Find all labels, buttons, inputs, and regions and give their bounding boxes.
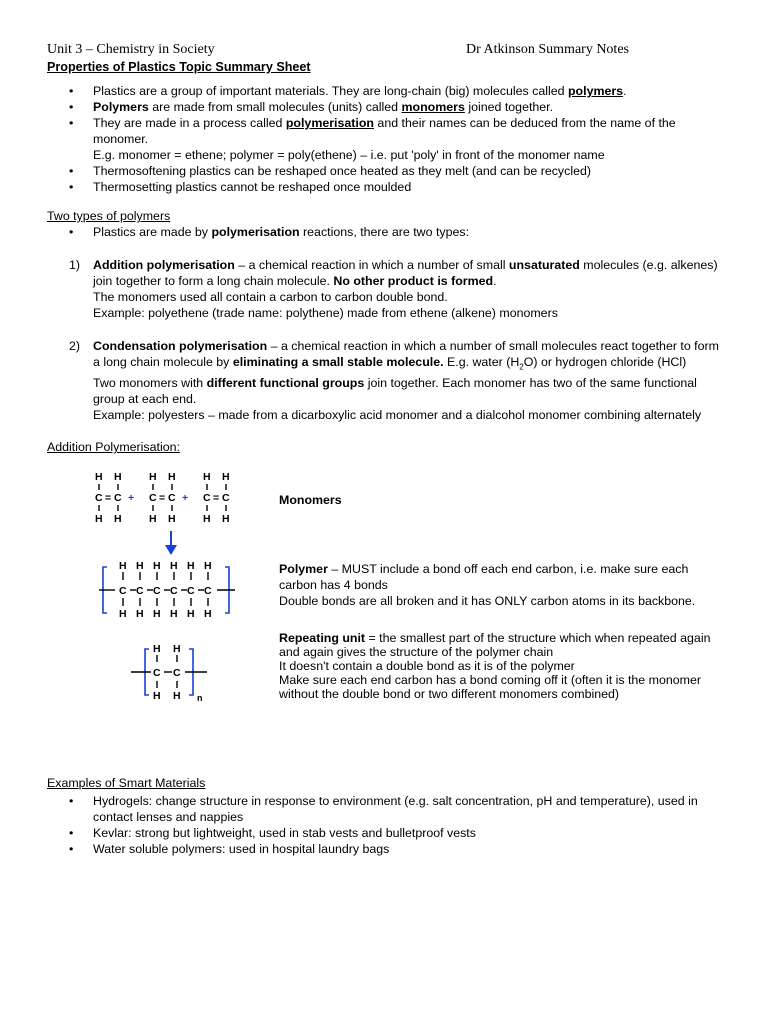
atom-label: H <box>114 513 122 526</box>
atom-label: H <box>222 471 230 484</box>
monomers-structure <box>93 469 243 529</box>
atom-label: C <box>173 667 181 680</box>
page-title: Properties of Plastics Topic Summary Sheet <box>47 60 311 74</box>
atom-label: H <box>187 560 195 573</box>
atom-label: H <box>204 560 212 573</box>
list-item: • Thermosoftening plastics can be reshaped once heated as they melt (and can be recycled) <box>47 163 727 179</box>
atom-label: H <box>173 690 181 703</box>
atom-label: H <box>168 471 176 484</box>
atom-label: C <box>168 492 176 505</box>
polymer-structure <box>99 557 249 621</box>
list-item: • Kevlar: strong but lightweight, used in stab vests and bulletproof vests <box>47 825 727 841</box>
monomer <box>149 471 176 525</box>
monomer <box>203 471 230 525</box>
atom-label: = <box>159 492 166 505</box>
atom-label: + <box>128 492 135 505</box>
types-list <box>47 224 727 240</box>
atom-label: C <box>114 492 122 505</box>
list-item: • Plastics are a group of important materials. They are long-chain (big) molecules called polymers. <box>47 83 727 99</box>
atom-label: = <box>105 492 112 505</box>
addition-heading: Addition Polymerisation: <box>47 440 180 455</box>
atom-label: H <box>168 513 176 526</box>
header-right: Dr Atkinson Summary Notes <box>466 42 629 57</box>
list-item: • Hydrogels: change structure in response to environment (e.g. salt concentration, pH and temperature), used in contact lenses and nappies <box>47 793 727 825</box>
atom-label: H <box>136 560 144 573</box>
atom-label: H <box>204 608 212 621</box>
atom-label: C <box>119 585 127 598</box>
atom-label: H <box>187 608 195 621</box>
atom-label: H <box>153 560 161 573</box>
list-item: • They are made in a process called polymerisation and their names can be deduced from the name of the monomer. E.g. monomer = ethene; polymer = poly(ethene) – i.e. put 'poly' in front of the monomer name <box>47 115 727 163</box>
atom-label: C <box>95 492 103 505</box>
atom-label: H <box>119 608 127 621</box>
atom-label: C <box>222 492 230 505</box>
repeating-unit-structure <box>127 641 217 705</box>
monomers-label: Monomers <box>279 493 342 508</box>
atom-label: H <box>153 643 161 656</box>
atom-label: H <box>173 643 181 656</box>
repeating-unit-label: Repeating unit = the smallest part of the structure which when repeated again and again gives the structure of the polymer chain It doesn't contain a double bond as it is of the polymer Make sure each end carbon has a bond coming off it (often it is the monomer without the double bond or two different monomers combined) <box>279 631 711 702</box>
smart-materials-list <box>47 793 727 857</box>
page-header <box>47 41 629 58</box>
atom-label: = <box>213 492 220 505</box>
atom-label: H <box>119 560 127 573</box>
atom-label: H <box>114 471 122 484</box>
reaction-arrow-icon <box>161 529 181 559</box>
atom-label: C <box>170 585 178 598</box>
header-left: Unit 3 – Chemistry in Society <box>47 42 215 57</box>
atom-label: H <box>153 608 161 621</box>
smart-materials-heading: Examples of Smart Materials <box>47 776 206 791</box>
document-page <box>47 41 727 857</box>
atom-label: C <box>187 585 195 598</box>
list-item: • Thermosetting plastics cannot be reshaped once moulded <box>47 179 727 195</box>
atom-label: H <box>95 513 103 526</box>
atom-label: H <box>170 560 178 573</box>
atom-label: H <box>203 471 211 484</box>
list-item: • Water soluble polymers: used in hospital laundry bags <box>47 841 727 857</box>
addition-diagram <box>47 469 727 754</box>
atom-label: C <box>136 585 144 598</box>
atom-label: H <box>149 471 157 484</box>
atom-label: H <box>222 513 230 526</box>
atom-label: C <box>204 585 212 598</box>
addition-item: 1) Addition polymerisation – a chemical reaction in which a number of small unsaturated molecules (e.g. alkenes) join together to form a long chain molecule. No other product is formed. The monomers used all contain a carbon to carbon double bond. Example: polyethene (trade name: polythene) made from ethene (alkene) monomers <box>69 258 718 320</box>
atom-label: C <box>153 585 161 598</box>
atom-label: H <box>203 513 211 526</box>
atom-label: n <box>197 693 203 704</box>
atom-label: H <box>136 608 144 621</box>
atom-label: H <box>95 471 103 484</box>
list-item: • Polymers are made from small molecules (units) called monomers joined together. <box>47 99 727 115</box>
monomer <box>95 471 122 525</box>
polymer-label: Polymer – MUST include a bond off each end carbon, i.e. make sure each carbon has 4 bonds Double bonds are all broken and it has ONLY carbon atoms in its backbone. <box>279 562 696 609</box>
atom-label: C <box>153 667 161 680</box>
atom-label: C <box>149 492 157 505</box>
intro-list <box>47 83 727 195</box>
condensation-item: 2) Condensation polymerisation – a chemical reaction in which a number of small molecules react together to form a long chain molecule by eliminating a small stable molecule. E.g. water $(H_2O)$ or hydrogen chloride (HCl) Two monomers with different functional groups join together. Each monomer has two of the same functional group at each end. Example: polyesters – made from a dicarboxylic acid monomer and a dialcohol monomer combining alternately <box>69 339 719 423</box>
atom-label: H <box>153 690 161 703</box>
atom-label: H <box>149 513 157 526</box>
atom-label: H <box>170 608 178 621</box>
types-heading: Two types of polymers <box>47 209 171 223</box>
list-item: • Plastics are made by polymerisation reactions, there are two types: <box>47 224 727 240</box>
atom-label: C <box>203 492 211 505</box>
atom-label: + <box>182 492 189 505</box>
